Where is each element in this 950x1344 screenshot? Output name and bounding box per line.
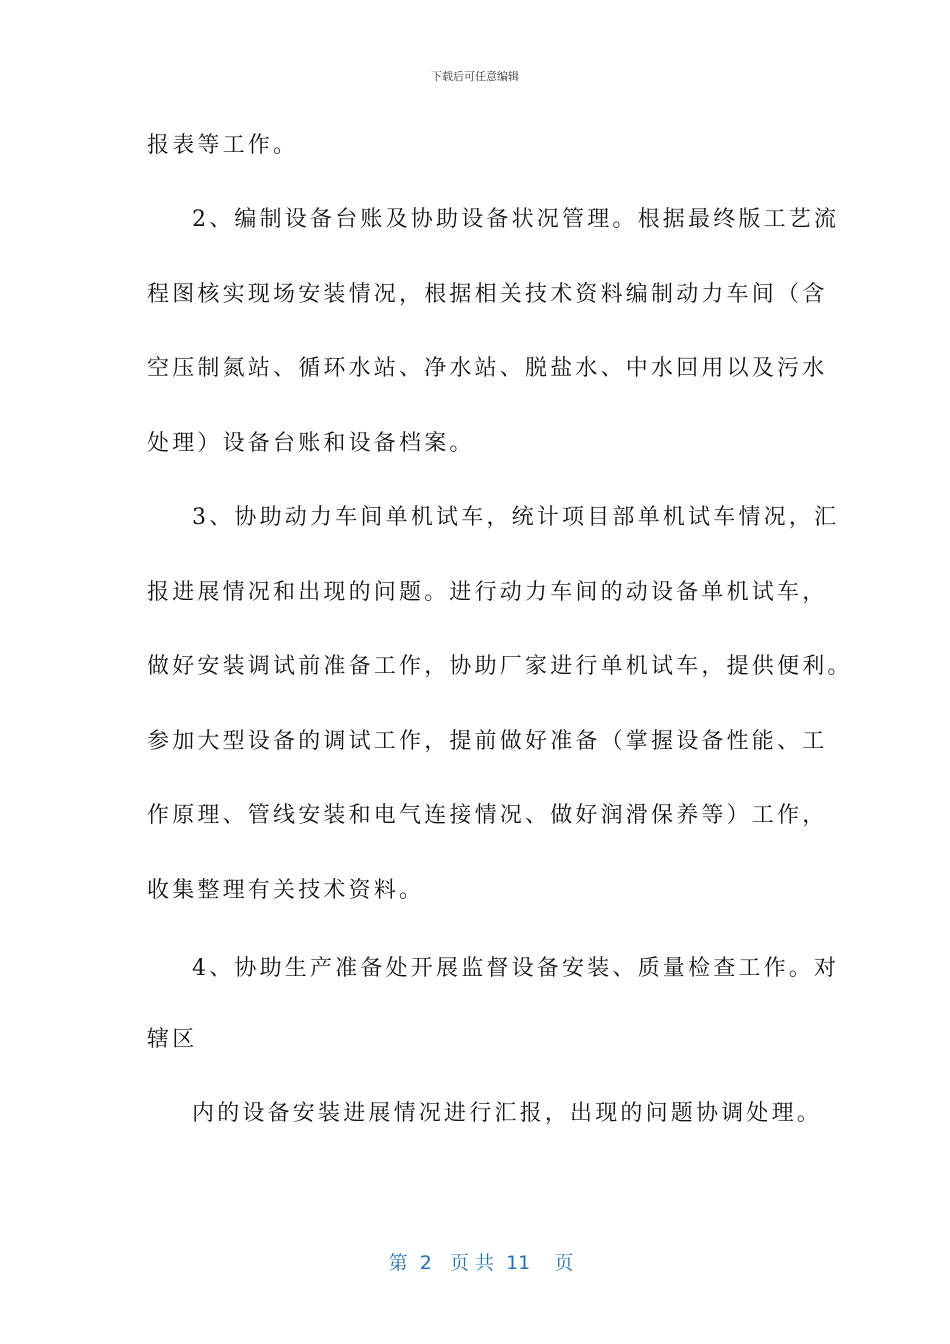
paragraph-line: 2、编制设备台账及协助设备状况管理。根据最终版工艺流 (192, 207, 840, 232)
page-footer (0, 1226, 950, 1275)
paragraph-line: 辖区 (147, 1027, 198, 1052)
paragraph-line: 作原理、管线安装和电气连接情况、做好润滑保养等）工作， (147, 803, 828, 828)
page-header: 下载后可任意编辑 (431, 70, 519, 83)
paragraph-line: 报表等工作。 (147, 133, 299, 158)
paragraph-line: 3、协助动力车间单机试车，统计项目部单机试车情况，汇 (192, 505, 840, 530)
page-number: 第 2 页 共 11 页 (388, 1252, 574, 1274)
paragraph-line: 报进展情况和出现的问题。进行动力车间的动设备单机试车， (147, 580, 828, 605)
paragraph-line: 处理）设备台账和设备档案。 (147, 431, 475, 456)
paragraph-line: 程图核实现场安装情况，根据相关技术资料编制动力车间（含 (147, 282, 828, 307)
paragraph-line: 内的设备安装进展情况进行汇报，出现的问题协调处理。 (192, 1101, 823, 1126)
paragraph-line: 收集整理有关技术资料。 (147, 878, 425, 903)
paragraph-line: 做好安装调试前准备工作，协助厂家进行单机试车，提供便利。 (147, 654, 853, 679)
paragraph-line: 参加大型设备的调试工作，提前做好准备（掌握设备性能、工 (147, 729, 828, 754)
paragraph-line: 4、协助生产准备处开展监督设备安装、质量检查工作。对 (192, 956, 840, 981)
paragraph-line: 空压制氮站、循环水站、净水站、脱盐水、中水回用以及污水 (147, 356, 828, 381)
